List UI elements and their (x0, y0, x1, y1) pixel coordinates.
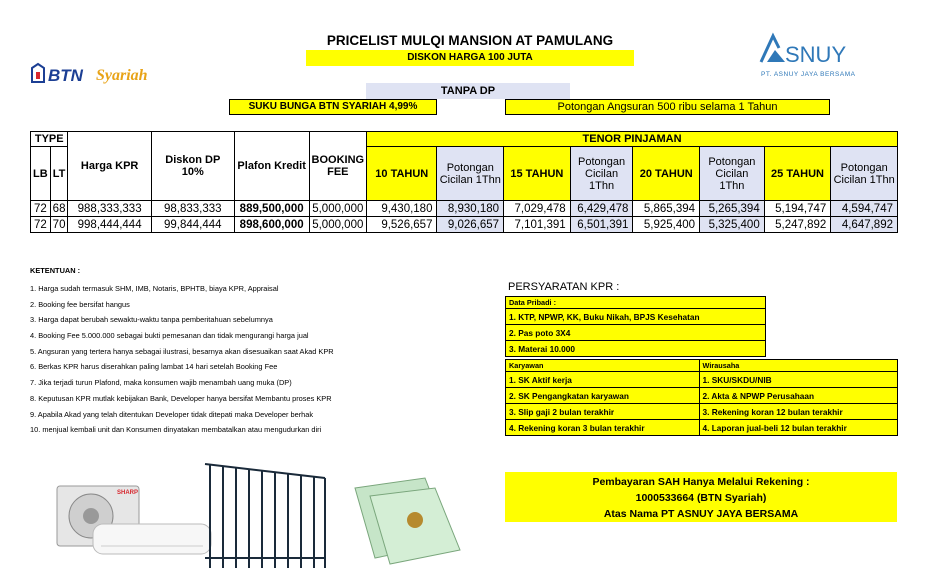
karyawan-wirausaha-table (505, 359, 898, 436)
svg-text:PT. ASNUY JAYA BERSAMA: PT. ASNUY JAYA BERSAMA (761, 71, 856, 78)
cell-p20: 5,325,400 (700, 217, 765, 233)
promo-illustration (55, 458, 490, 571)
tenor-10-header: 10 TAHUN (367, 147, 437, 201)
tenor-15-header: 15 TAHUN (504, 147, 571, 201)
cell-p10: 9,026,657 (437, 217, 504, 233)
list-item: 1. SKU/SKDU/NIB (699, 372, 898, 388)
list-item: 2. SK Pengangkatan karyawan (506, 388, 700, 404)
tenor-25-header: 25 TAHUN (764, 147, 831, 201)
cell-plafon: 889,500,000 (234, 201, 309, 217)
list-item: 1. KTP, NPWP, KK, Buku Nikah, BPJS Kesehatan (506, 309, 766, 325)
lb-header: LB (31, 147, 51, 201)
list-item: 1. Harga sudah termasuk SHM, IMB, Notaris, BPHTB, biaya KPR, Appraisal (30, 284, 279, 293)
terms-title: KETENTUAN : (30, 266, 81, 275)
list-item: 2. Akta & NPWP Perusahaan (699, 388, 898, 404)
cell-t20: 5,925,400 (633, 217, 700, 233)
cell-t10: 9,526,657 (367, 217, 437, 233)
svg-text:SHARP: SHARP (117, 490, 139, 496)
list-item: 3. Slip gaji 2 bulan terakhir (506, 404, 700, 420)
cell-t15: 7,029,478 (504, 201, 571, 217)
list-item: 7. Jika terjadi turun Plafond, maka konsumen wajib menambah uang muka (DP) (30, 378, 292, 388)
wirausaha-header: Wirausaha (699, 360, 898, 372)
tenor-header: TENOR PINJAMAN (367, 132, 898, 147)
cell-diskon: 99,844,444 (151, 217, 234, 233)
list-item: 6. Berkas KPR harus diserahkan paling lambat 14 hari setelah Booking Fee (30, 362, 278, 372)
pribadi-table (505, 296, 766, 357)
btn-syariah-logo (30, 62, 160, 88)
list-item: 8. Keputusan KPR mutlak kebijakan Bank, Developer hanya bersifat Membantu proses KPR (30, 393, 332, 403)
harga-kpr-header: Harga KPR (68, 132, 151, 201)
potongan-15-header: Potongan Cicilan 1Thn (570, 147, 633, 201)
cell-p10: 8,930,180 (437, 201, 504, 217)
tanpa-dp-label: TANPA DP (366, 83, 570, 99)
requirements-title: PERSYARATAN KPR : (508, 281, 620, 293)
table-row (31, 217, 898, 233)
cell-lb: 72 (31, 217, 51, 233)
cell-harga: 998,444,444 (68, 217, 151, 233)
list-item: 9. Apabila Akad yang telah ditentukan Developer tidak ditepati maka Developer berhak (30, 409, 314, 419)
potongan-25-header: Potongan Cicilan 1Thn (831, 147, 898, 201)
page-title: PRICELIST MULQI MANSION AT PAMULANG (326, 33, 614, 48)
cell-lt: 70 (50, 217, 68, 233)
payment-account-name: Atas Nama PT ASNUY JAYA BERSAMA (603, 508, 799, 520)
cell-diskon: 98,833,333 (151, 201, 234, 217)
cell-t25: 5,194,747 (764, 201, 831, 217)
payment-account: 1000533664 (BTN Syariah) (635, 492, 767, 504)
potongan-20-header: Potongan Cicilan 1Thn (700, 147, 765, 201)
svg-text:BTN: BTN (48, 66, 83, 85)
list-item: 10. menjual kembali unit dan Konsumen dinyatakan membatalkan atau mengudurkan diri (30, 425, 322, 435)
diskon-dp-header: Diskon DP 10% (151, 132, 234, 201)
terms-section (30, 266, 470, 438)
svg-text:SNUY: SNUY (785, 42, 847, 67)
cell-t15: 7,101,391 (504, 217, 571, 233)
cell-plafon: 898,600,000 (234, 217, 309, 233)
svg-text:Syariah: Syariah (96, 67, 148, 84)
list-item: 3. Harga dapat berubah sewaktu-waktu tanpa pemberitahuan sebelumnya (30, 315, 273, 325)
cell-harga: 988,333,333 (68, 201, 151, 217)
cell-p25: 4,594,747 (831, 201, 898, 217)
tenor-20-header: 20 TAHUN (633, 147, 700, 201)
list-item: 2. Pas poto 3X4 (506, 325, 766, 341)
lt-header: LT (50, 147, 68, 201)
list-item: 4. Booking Fee 5.000.000 sebagai bukti pemesanan dan tidak mengurangi harga jual (30, 331, 309, 341)
type-header: TYPE (31, 132, 68, 147)
cell-lt: 68 (50, 201, 68, 217)
payment-info (505, 472, 897, 522)
discount-banner: DISKON HARGA 100 JUTA (306, 50, 634, 66)
list-item: 4. Laporan jual-beli 12 bulan terakhir (699, 420, 898, 436)
booking-fee-header: BOOKING FEE (309, 132, 367, 201)
list-item: 3. Materai 10.000 (506, 341, 766, 357)
cell-t10: 9,430,180 (367, 201, 437, 217)
cell-t25: 5,247,892 (764, 217, 831, 233)
cell-lb: 72 (31, 201, 51, 217)
cell-t20: 5,865,394 (633, 201, 700, 217)
certificates-icon (355, 478, 460, 564)
installment-discount-label: Potongan Angsuran 500 ribu selama 1 Tahun (505, 99, 830, 115)
plafon-header: Plafon Kredit (234, 132, 309, 201)
cell-booking: 5,000,000 (309, 201, 367, 217)
table-row (31, 201, 898, 217)
list-item: 1. SK Aktif kerja (506, 372, 700, 388)
pribadi-header: Data Pribadi : (506, 297, 766, 309)
interest-rate-label: SUKU BUNGA BTN SYARIAH 4,99% (229, 99, 437, 115)
list-item: 2. Booking fee bersifat hangus (30, 299, 130, 309)
asnuy-logo (755, 32, 875, 82)
cell-booking: 5,000,000 (309, 217, 367, 233)
cell-p15: 6,429,478 (570, 201, 633, 217)
cell-p20: 5,265,394 (700, 201, 765, 217)
price-table (30, 131, 898, 233)
potongan-10-header: Potongan Cicilan 1Thn (437, 147, 504, 201)
list-item: 3. Rekening koran 12 bulan terakhir (699, 404, 898, 420)
karyawan-header: Karyawan (506, 360, 700, 372)
cell-p25: 4,647,892 (831, 217, 898, 233)
list-item: 4. Rekening koran 3 bulan terakhir (506, 420, 700, 436)
ac-indoor-unit-icon (93, 524, 211, 554)
list-item: 5. Angsuran yang tertera hanya sebagai ilustrasi, besarnya akan disesuaikan saat Akad KPR (30, 346, 334, 356)
gate-icon (205, 464, 325, 568)
cell-p15: 6,501,391 (570, 217, 633, 233)
payment-line-1: Pembayaran SAH Hanya Melalui Rekening : (592, 476, 810, 488)
